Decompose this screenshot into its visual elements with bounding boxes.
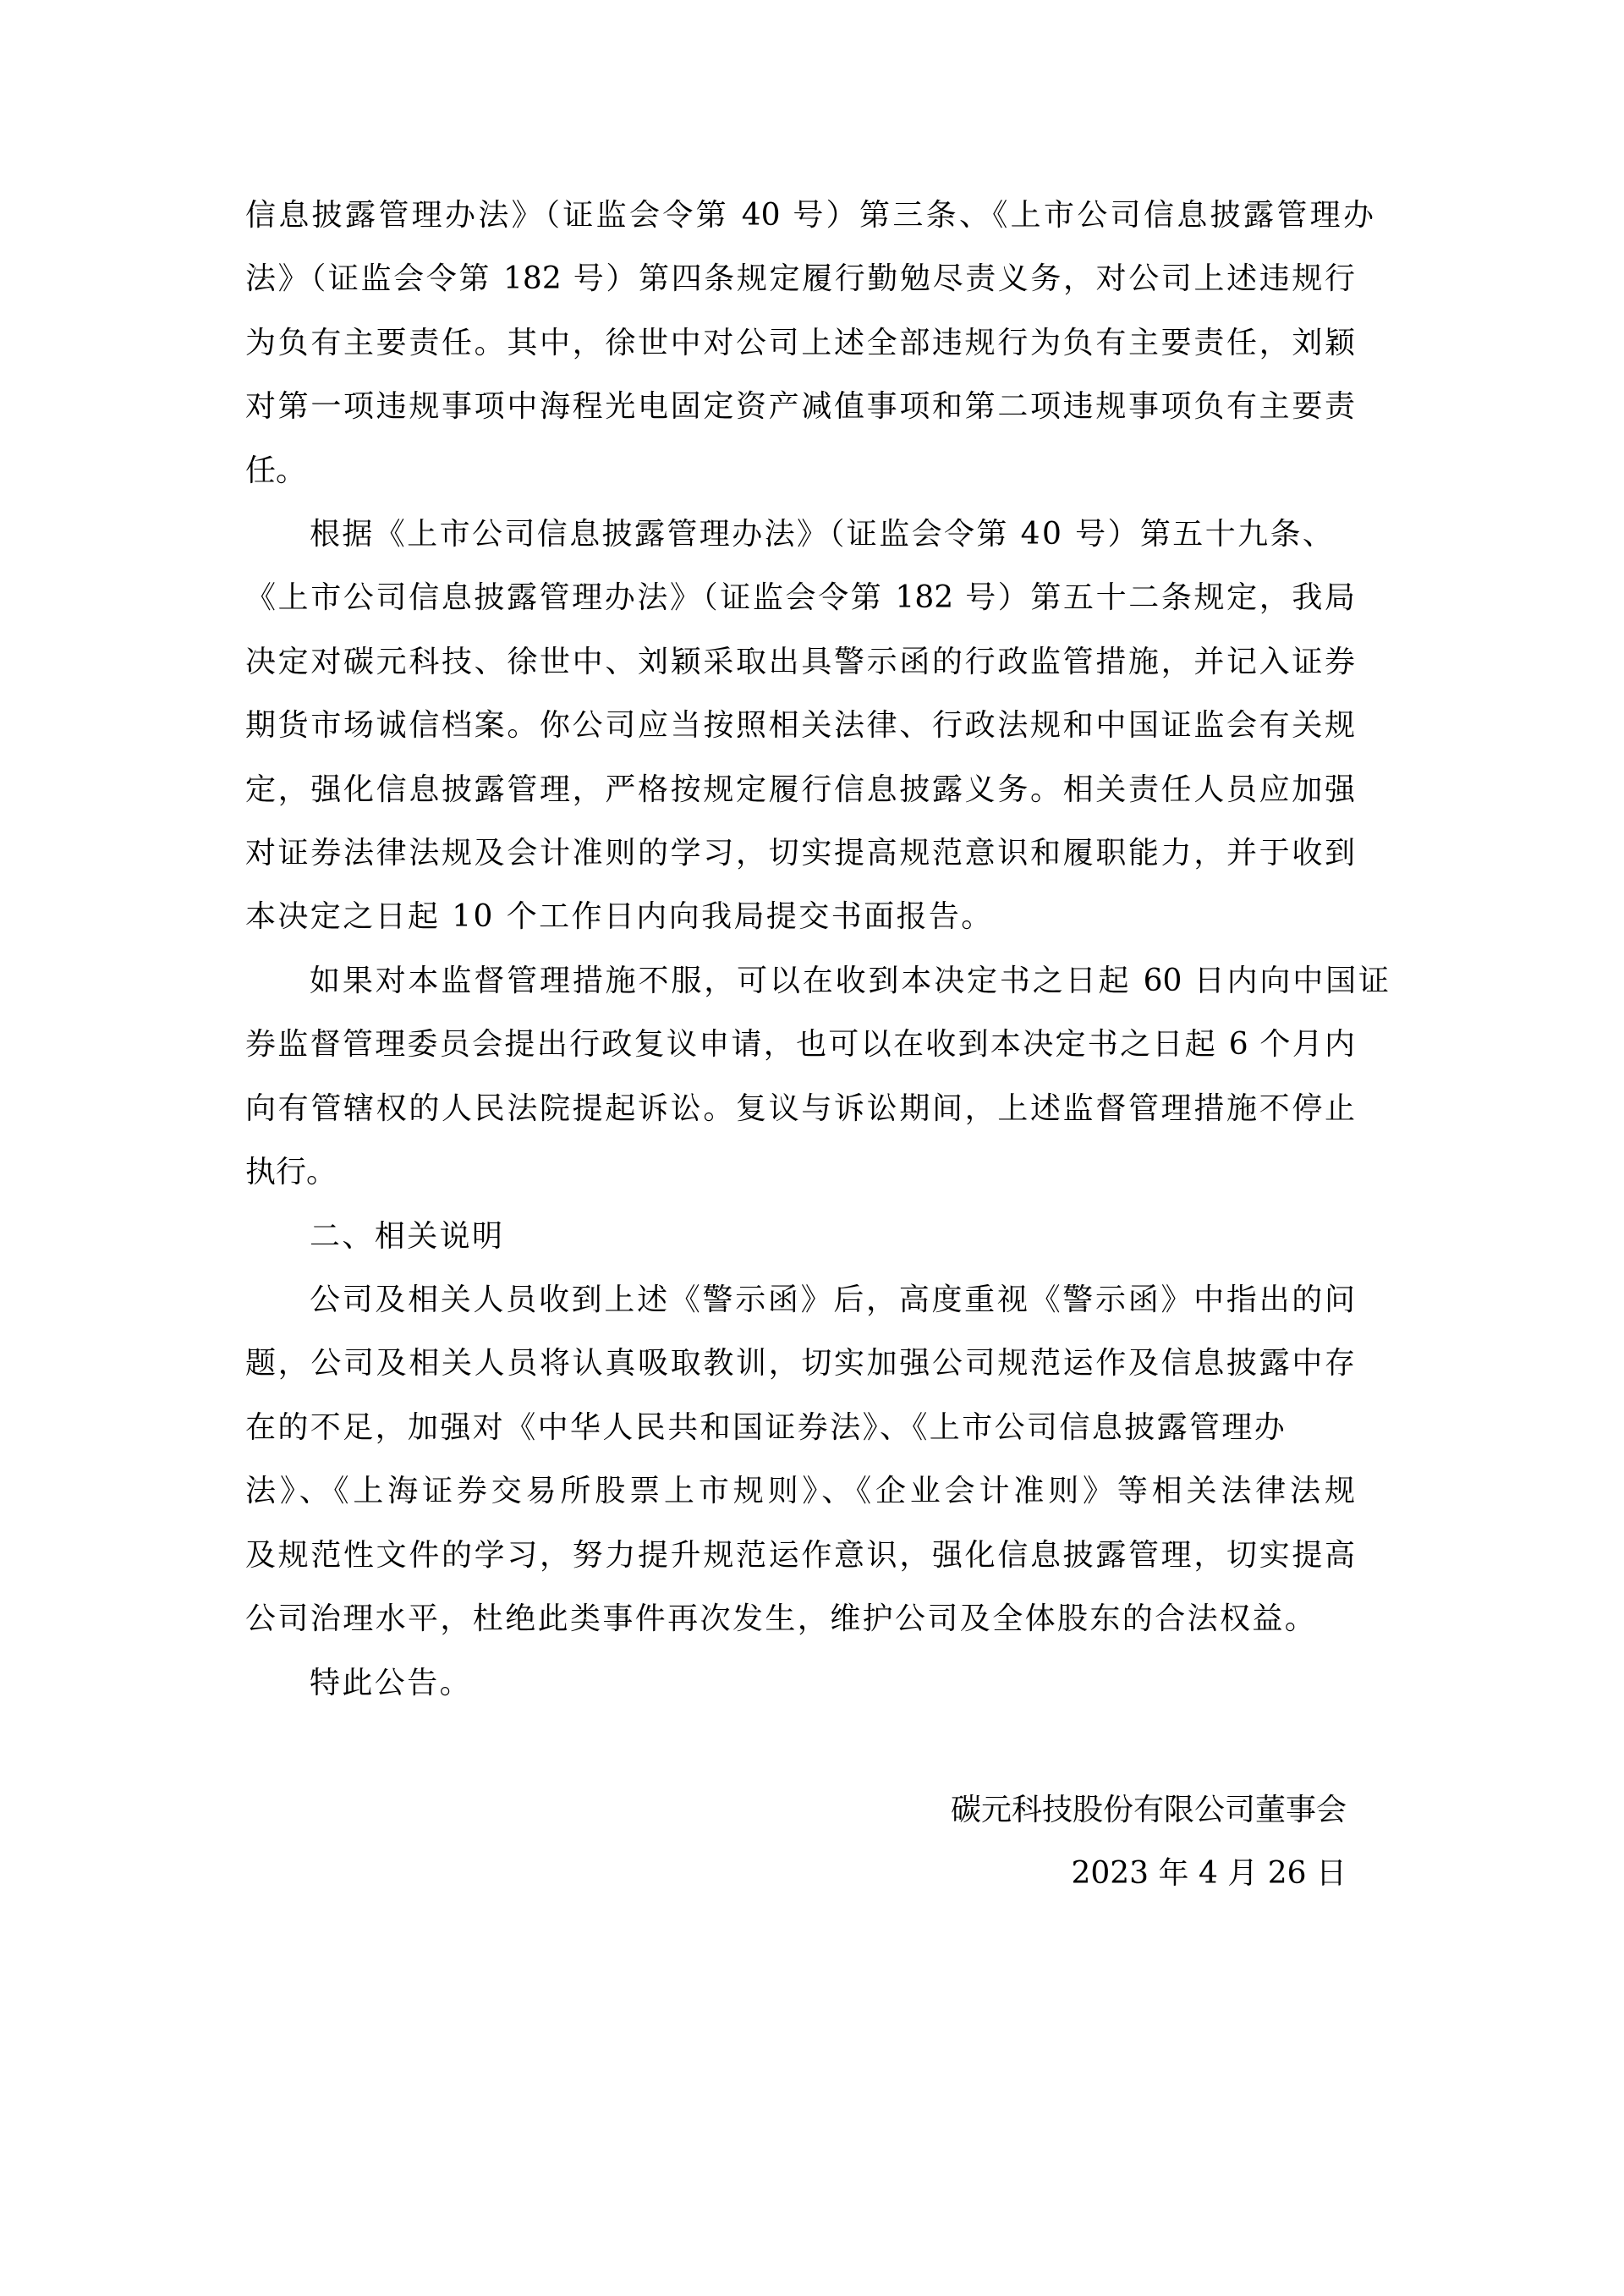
signature-company: 碳元科技股份有限公司董事会 — [950, 1793, 1347, 1827]
body-line: 定，强化信息披露管理，严格按规定履行信息披露义务。相关责任人员应加强 — [245, 772, 1355, 807]
body-line: 公司治理水平，杜绝此类事件再次发生，维护公司及全体股东的合法权益。 — [245, 1601, 1318, 1636]
body-line: 期货市场诚信档案。你公司应当按照相关法律、行政法规和中国证监会有关规 — [245, 708, 1355, 743]
body-line: 本决定之日起 10 个工作日内向我局提交书面报告。 — [245, 899, 994, 934]
closing-line: 特此公告。 — [310, 1666, 473, 1700]
body-line: 对第一项违规事项中海程光电固定资产减值事项和第二项违规事项负有主要责 — [245, 389, 1355, 424]
body-line: 法》（证监会令第 182 号）第四条规定履行勤勉尽责义务，对公司上述违规行 — [245, 261, 1355, 296]
body-line: 决定对碳元科技、徐世中、刘颖采取出具警示函的行政监管措施，并记入证券 — [245, 645, 1355, 679]
body-line: 公司及相关人员收到上述《警示函》后，高度重视《警示函》中指出的问 — [310, 1283, 1355, 1317]
section-heading: 二、相关说明 — [310, 1219, 505, 1254]
body-line: 对证券法律法规及会计准则的学习，切实提高规范意识和履职能力，并于收到 — [245, 836, 1355, 871]
body-line: 为负有主要责任。其中，徐世中对公司上述全部违规行为负有主要责任，刘颖 — [245, 326, 1355, 360]
body-line: 向有管辖权的人民法院提起诉讼。复议与诉讼期间，上述监督管理措施不停止 — [245, 1091, 1355, 1126]
body-line: 《上市公司信息披露管理办法》（证监会令第 182 号）第五十二条规定，我局 — [245, 580, 1355, 615]
body-line: 执行。 — [245, 1155, 337, 1189]
body-line: 券监督管理委员会提出行政复议申请，也可以在收到本决定书之日起 6 个月内 — [245, 1027, 1355, 1062]
body-line: 任。 — [245, 453, 307, 488]
body-line: 在的不足，加强对《中华人民共和国证券法》、《上市公司信息披露管理办 — [245, 1410, 1287, 1445]
signature-date: 2023 年 4 月 26 日 — [1071, 1856, 1347, 1891]
body-line: 如果对本监督管理措施不服，可以在收到本决定书之日起 60 日内向中国证 — [310, 964, 1389, 998]
body-line: 根据《上市公司信息披露管理办法》（证监会令第 40 号）第五十九条、 — [310, 517, 1336, 552]
body-line: 信息披露管理办法》（证监会令第 40 号）第三条、《上市公司信息披露管理办 — [245, 198, 1374, 233]
body-line: 及规范性文件的学习，努力提升规范运作意识，强化信息披露管理，切实提高 — [245, 1538, 1355, 1573]
body-line: 法》、《上海证券交易所股票上市规则》、《企业会计准则》等相关法律法规 — [245, 1474, 1355, 1508]
body-line: 题，公司及相关人员将认真吸取教训，切实加强公司规范运作及信息披露中存 — [245, 1346, 1355, 1381]
